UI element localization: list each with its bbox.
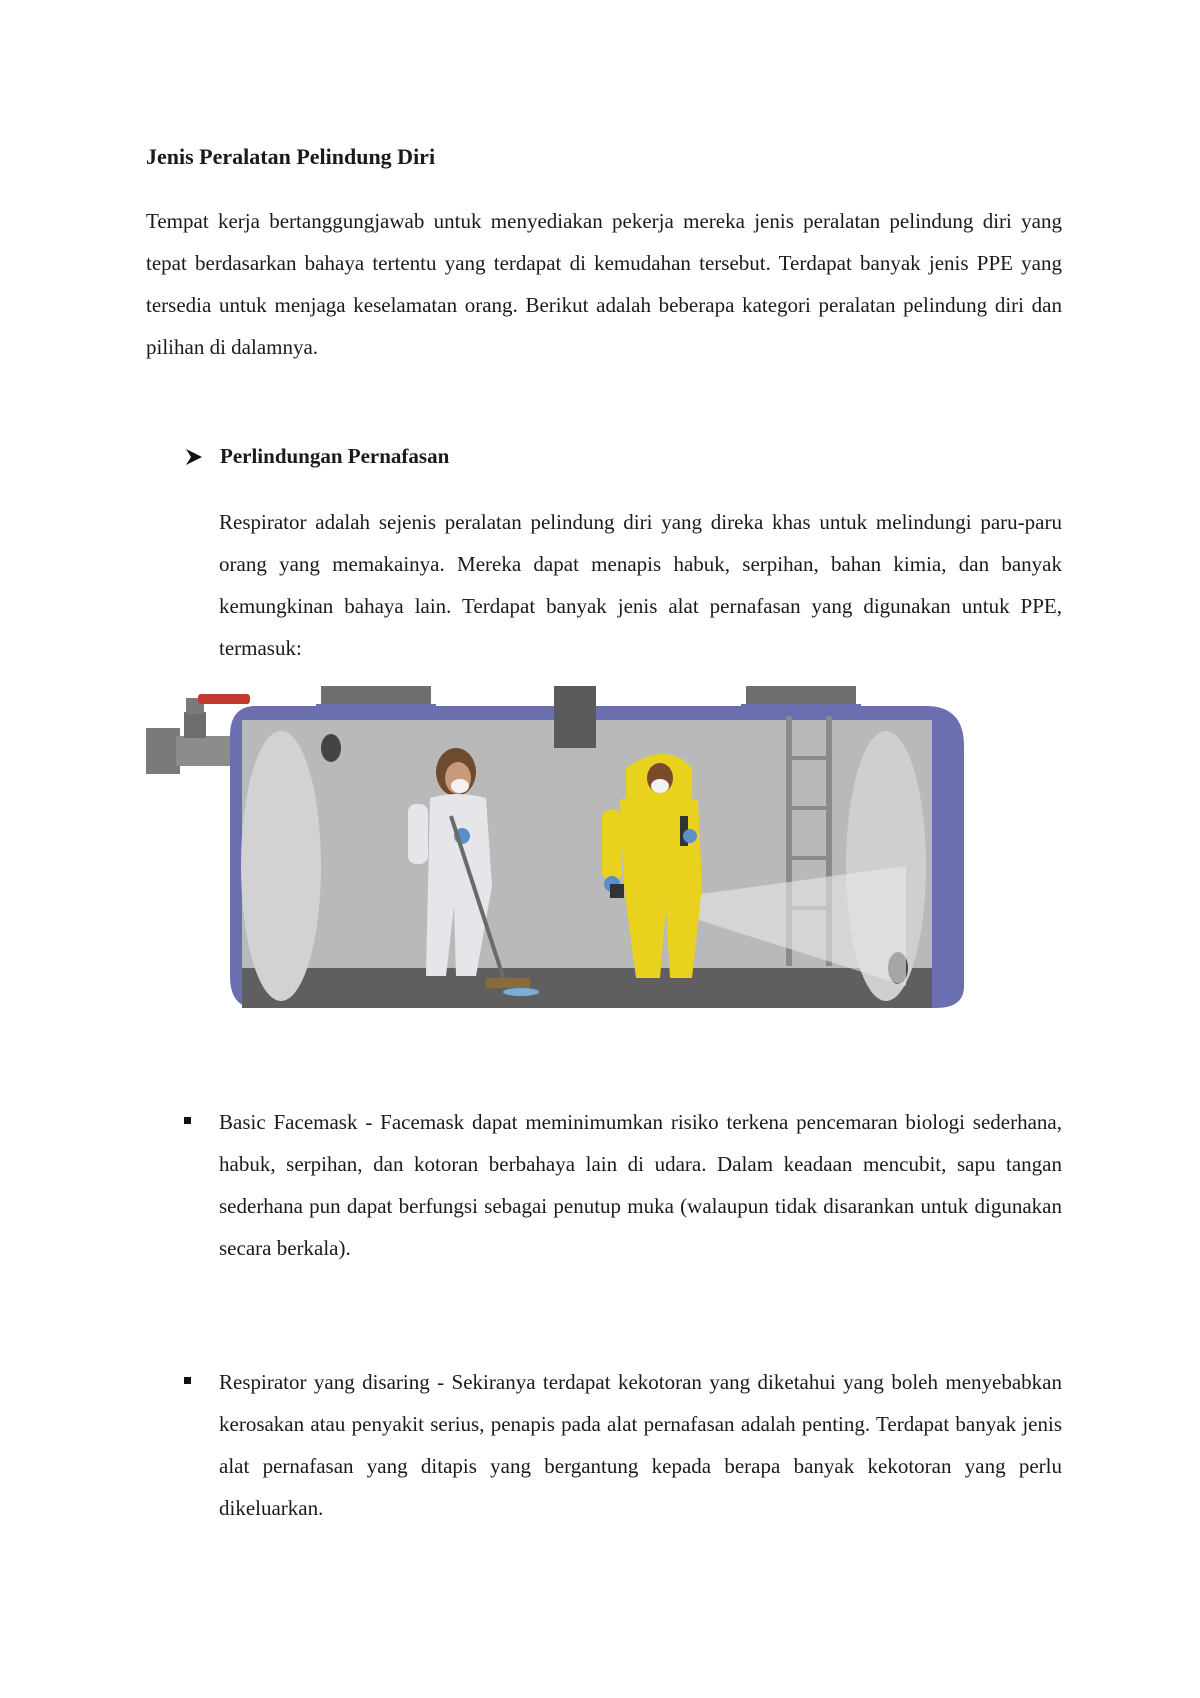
section-paragraph: Respirator adalah sejenis peralatan pelindung diri yang direka khas untuk melindungi paru-paru orang yang memakainya. Mereka dapat menapis habuk, serpihan, bahan kimia, dan banyak kemungkinan bahaya lain. Terdapat banyak jenis alat pernafasan yang digunakan untuk PPE, termasuk: [219,510,1062,660]
list-item [184,1361,1062,1529]
list-item [184,1101,1062,1269]
square-bullet-icon [184,1377,191,1384]
document-title: Jenis Peralatan Pelindung Diri [146,144,436,169]
intro-paragraph: Tempat kerja bertanggungjawab untuk menyediakan pekerja mereka jenis peralatan pelindung diri yang tepat berdasarkan bahaya tertentu yang terdapat di kemudahan tersebut. Terdapat banyak jenis PPE yang tersedia untuk menjaga keselamatan orang. Berikut adalah beberapa kategori peralatan pelindung diri dan pilihan di dalamnya. [146,209,1062,359]
section-heading [184,444,449,469]
list-item-text: Respirator yang disaring - Sekiranya terdapat kekotoran yang diketahui yang boleh menyebabkan kerosakan atau penyakit serius, penapis pada alat pernafasan adalah penting. Terdapat banyak jenis alat pernafasan yang ditapis yang bergantung kepada berapa banyak kekotoran yang perlu dikeluarkan. [219,1370,1062,1520]
section-heading-text: Perlindungan Pernafasan [220,444,450,468]
square-bullet-icon [184,1117,191,1124]
confined-space-illustration [146,686,964,1008]
list-item-text: Basic Facemask - Facemask dapat meminimumkan risiko terkena pencemaran biologi sederhana, habuk, serpihan, dan kotoran berbahaya lain di udara. Dalam keadaan mencubit, sapu tangan sederhana pun dapat berfungsi sebagai penutup muka (walaupun tidak disarankan untuk digunakan secara berkala). [219,1110,1062,1260]
arrowhead-bullet-icon [184,447,204,467]
